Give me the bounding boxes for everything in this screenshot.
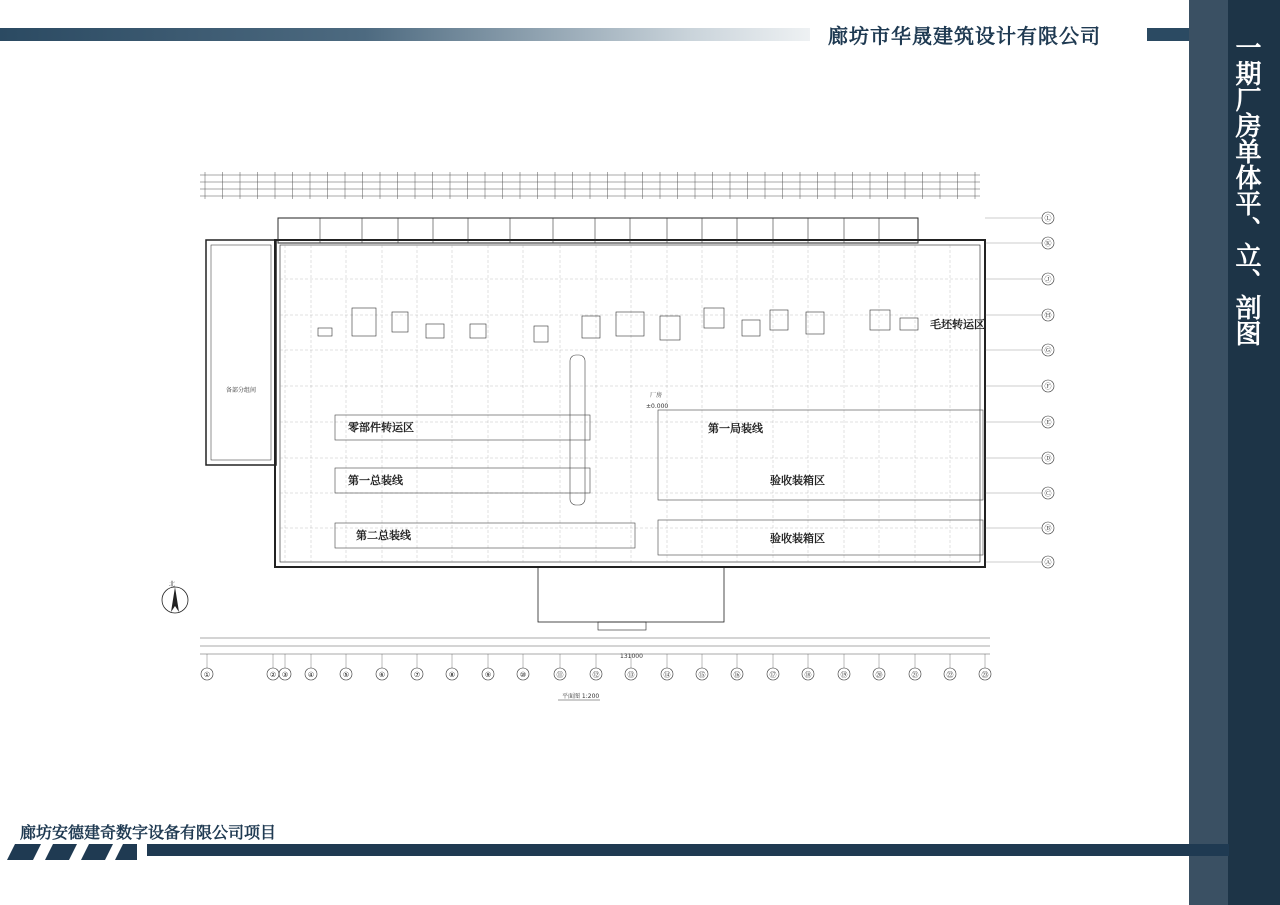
row-axis-label: Ⓚ <box>1044 239 1052 248</box>
column-axis-label: ⑪ <box>556 671 564 679</box>
column-axis-label: ⑮ <box>698 671 706 679</box>
column-axis-label: ⑩ <box>519 671 527 679</box>
column-axis-bubble <box>979 654 991 680</box>
column-axis-bubble <box>873 654 885 680</box>
column-axis-label: ⑲ <box>840 671 848 679</box>
floor-plan-drawing <box>130 160 1052 700</box>
drawing-caption: 平面图 1:200 <box>562 693 600 700</box>
work-zones <box>335 355 983 555</box>
row-axis-label: Ⓒ <box>1044 489 1052 498</box>
zone-label-inspection-2: 验收装箱区 <box>770 532 825 545</box>
column-axis-bubble <box>446 654 458 680</box>
column-axis-label: ⑭ <box>663 671 671 679</box>
column-axis-label: ⑳ <box>875 671 883 679</box>
floor-elevation: ±0.000 <box>646 403 669 410</box>
column-axis-bubble <box>838 654 850 680</box>
zone-label-parts: 零部件转运区 <box>348 421 414 434</box>
column-axis-label: ⑨ <box>484 671 492 679</box>
column-axis-bubble <box>590 654 602 680</box>
top-dimension-ticks <box>205 172 975 199</box>
column-axis-bubble <box>267 654 279 680</box>
column-axis-bubble <box>909 654 921 680</box>
row-grid-lines <box>280 279 980 528</box>
column-axis-label: ⑱ <box>804 671 812 679</box>
row-axis-label: Ⓕ <box>1044 382 1052 391</box>
row-axis-label: Ⓙ <box>1044 275 1052 284</box>
column-axis-bubble <box>376 654 388 680</box>
north-label: 北 <box>169 581 176 588</box>
row-axis-bubble <box>985 237 1054 249</box>
column-axis-bubble <box>201 654 213 680</box>
column-axis-label: ⑦ <box>413 671 421 679</box>
row-axis-bubble <box>985 522 1054 534</box>
column-axis-label: ㉑ <box>911 671 919 679</box>
row-axis-bubble <box>985 212 1054 224</box>
column-axis-label: ⑧ <box>448 671 456 679</box>
project-name: 廊坊安德建奇数字设备有限公司项目 <box>20 823 277 842</box>
side-room-label: 备部分组间 <box>226 387 257 394</box>
column-axis-bubble <box>802 654 814 680</box>
column-axis-label: ⑯ <box>733 671 741 679</box>
hall-label: 厂房 <box>650 392 663 399</box>
header-accent-bar <box>1147 28 1189 41</box>
row-axis-bubble <box>985 416 1054 428</box>
column-axis-label: ① <box>203 671 211 679</box>
column-axis-bubble <box>767 654 779 680</box>
row-axis-label: Ⓐ <box>1044 558 1052 567</box>
column-axis-bubble <box>411 654 423 680</box>
row-axis-bubble <box>985 452 1054 464</box>
column-axis-label: ⑰ <box>769 671 777 679</box>
column-grid-lines <box>285 245 950 562</box>
row-axis-label: Ⓛ <box>1044 214 1052 223</box>
column-axis-bubble <box>661 654 673 680</box>
column-axis-label: ⑥ <box>378 671 386 679</box>
row-axis-label: Ⓖ <box>1044 346 1052 355</box>
building-outline <box>206 218 985 630</box>
row-axis-bubble <box>985 273 1054 285</box>
zone-label-line2: 第二总装线 <box>356 529 411 542</box>
column-axis-label: ㉒ <box>946 671 954 679</box>
column-axis-label: ⑬ <box>627 671 635 679</box>
bottom-dimension-lines <box>200 638 990 654</box>
column-axis-bubble <box>554 654 566 680</box>
zone-label-local-line: 第一局装线 <box>708 422 763 435</box>
column-axis-bubble <box>482 654 494 680</box>
column-axis-bubbles <box>201 654 991 680</box>
column-axis-bubble <box>340 654 352 680</box>
row-axis-bubble <box>985 556 1054 568</box>
column-axis-label: ㉓ <box>981 671 989 679</box>
row-axis-bubble <box>985 487 1054 499</box>
row-axis-label: Ⓗ <box>1044 311 1052 320</box>
row-axis-label: Ⓔ <box>1044 418 1052 427</box>
sheet-title: 一期厂房单体平、立、剖图 <box>1231 34 1261 346</box>
row-axis-label: Ⓓ <box>1044 454 1052 463</box>
equipment-blocks <box>318 308 918 342</box>
column-axis-bubble <box>731 654 743 680</box>
column-axis-label: ② <box>269 671 277 679</box>
column-axis-label: ④ <box>307 671 315 679</box>
zone-label-blank: 毛坯转运区 <box>930 318 985 331</box>
column-axis-bubble <box>305 654 317 680</box>
company-name: 廊坊市华晟建筑设计有限公司 <box>828 24 1101 48</box>
north-arrow-icon <box>162 580 188 613</box>
row-axis-label: Ⓑ <box>1044 524 1052 533</box>
column-axis-bubble <box>517 654 529 680</box>
column-axis-bubble <box>944 654 956 680</box>
zone-label-inspection-1: 验收装箱区 <box>770 474 825 487</box>
column-axis-label: ③ <box>281 671 289 679</box>
footer-stripes <box>7 844 137 860</box>
row-axis-bubble <box>985 380 1054 392</box>
row-axis-bubble <box>985 309 1054 321</box>
zone-label-line1: 第一总装线 <box>348 474 403 487</box>
total-dimension: 131000 <box>620 653 643 660</box>
row-axis-bubble <box>985 344 1054 356</box>
column-axis-bubble <box>279 654 291 680</box>
column-axis-label: ⑫ <box>592 671 600 679</box>
column-axis-label: ⑤ <box>342 671 350 679</box>
column-axis-bubble <box>696 654 708 680</box>
header-gradient-bar <box>0 28 810 41</box>
footer-bar <box>147 844 1229 856</box>
row-axis-bubbles <box>985 212 1054 568</box>
